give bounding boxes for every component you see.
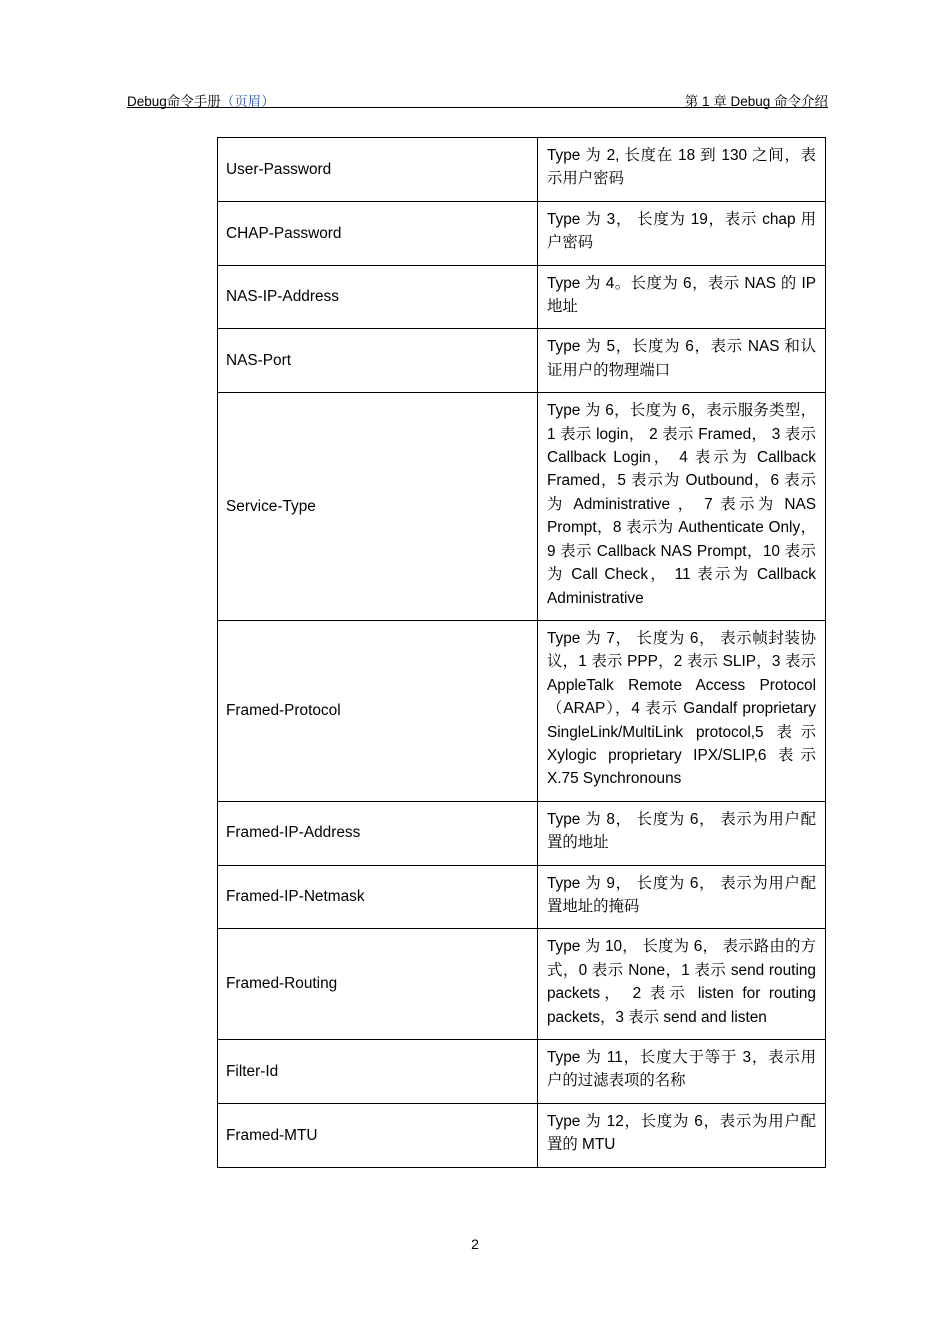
attribute-name-cell: User-Password — [218, 138, 538, 202]
attribute-description-cell: Type 为 5，长度为 6，表示 NAS 和认证用户的物理端口 — [538, 329, 826, 393]
attribute-description-cell: Type 为 9， 长度为 6， 表示为用户配置地址的掩码 — [538, 865, 826, 929]
attribute-description-cell: Type 为 8， 长度为 6， 表示为用户配置的地址 — [538, 801, 826, 865]
attribute-name-cell: NAS-Port — [218, 329, 538, 393]
table-row — [218, 1040, 826, 1104]
attribute-name-cell: Framed-Protocol — [218, 620, 538, 801]
table-row — [218, 1103, 826, 1167]
attribute-name-cell: CHAP-Password — [218, 201, 538, 265]
attribute-description-cell: Type 为 7， 长度为 6， 表示帧封装协议，1 表示 PPP，2 表示 SLIP，3 表示 AppleTalk Remote Access Protocol（ARAP），4 表示 Gandalf proprietary SingleLink/MultiLink protocol,5 表示 Xylogic proprietary IPX/SLIP,6 表示 X.75 Synchronouns — [538, 620, 826, 801]
attribute-description-cell: Type 为 2, 长度在 18 到 130 之间，表示用户密码 — [538, 138, 826, 202]
attribute-name-cell: Framed-MTU — [218, 1103, 538, 1167]
page-number: 2 — [471, 1236, 479, 1252]
attribute-name-cell: Framed-IP-Netmask — [218, 865, 538, 929]
table-row — [218, 329, 826, 393]
table-row — [218, 801, 826, 865]
attribute-table — [217, 137, 826, 1168]
header-chapter-title: 第 1 章 Debug 命令介绍 — [684, 94, 828, 109]
attribute-name-cell: Filter-Id — [218, 1040, 538, 1104]
table-row — [218, 138, 826, 202]
attribute-description-cell: Type 为 12，长度为 6，表示为用户配置的 MTU — [538, 1103, 826, 1167]
attribute-table-body — [218, 138, 826, 1168]
table-row — [218, 620, 826, 801]
table-row — [218, 201, 826, 265]
attribute-description-cell: Type 为 3， 长度为 19，表示 chap 用户密码 — [538, 201, 826, 265]
attribute-name-cell: Service-Type — [218, 393, 538, 621]
table-row — [218, 929, 826, 1040]
attribute-description-cell: Type 为 10， 长度为 6， 表示路由的方式，0 表示 None，1 表示 send routing packets， 2 表示 listen for routing packets，3 表示 send and listen — [538, 929, 826, 1040]
attribute-description-cell: Type 为 4。长度为 6，表示 NAS 的 IP 地址 — [538, 265, 826, 329]
table-row — [218, 393, 826, 621]
page-header — [127, 89, 828, 108]
attribute-description-cell: Type 为 6，长度为 6，表示服务类型，1 表示 login， 2 表示 Framed， 3 表示 Callback Login， 4 表示为 Callback Framed，5 表示为 Outbound，6 表示为 Administrative ， 7 表示为 NAS Prompt，8 表示为 Authenticate Only，9 表示 Callback NAS Prompt，10 表示为 Call Check， 11 表示为 Callback Administrative — [538, 393, 826, 621]
header-note: （页眉） — [220, 94, 275, 109]
table-row — [218, 865, 826, 929]
attribute-name-cell: Framed-IP-Address — [218, 801, 538, 865]
attribute-name-cell: NAS-IP-Address — [218, 265, 538, 329]
table-row — [218, 265, 826, 329]
attribute-description-cell: Type 为 11，长度大于等于 3，表示用户的过滤表项的名称 — [538, 1040, 826, 1104]
attribute-name-cell: Framed-Routing — [218, 929, 538, 1040]
header-document-title: Debug命令手册 — [127, 94, 221, 109]
header-left — [127, 90, 275, 110]
